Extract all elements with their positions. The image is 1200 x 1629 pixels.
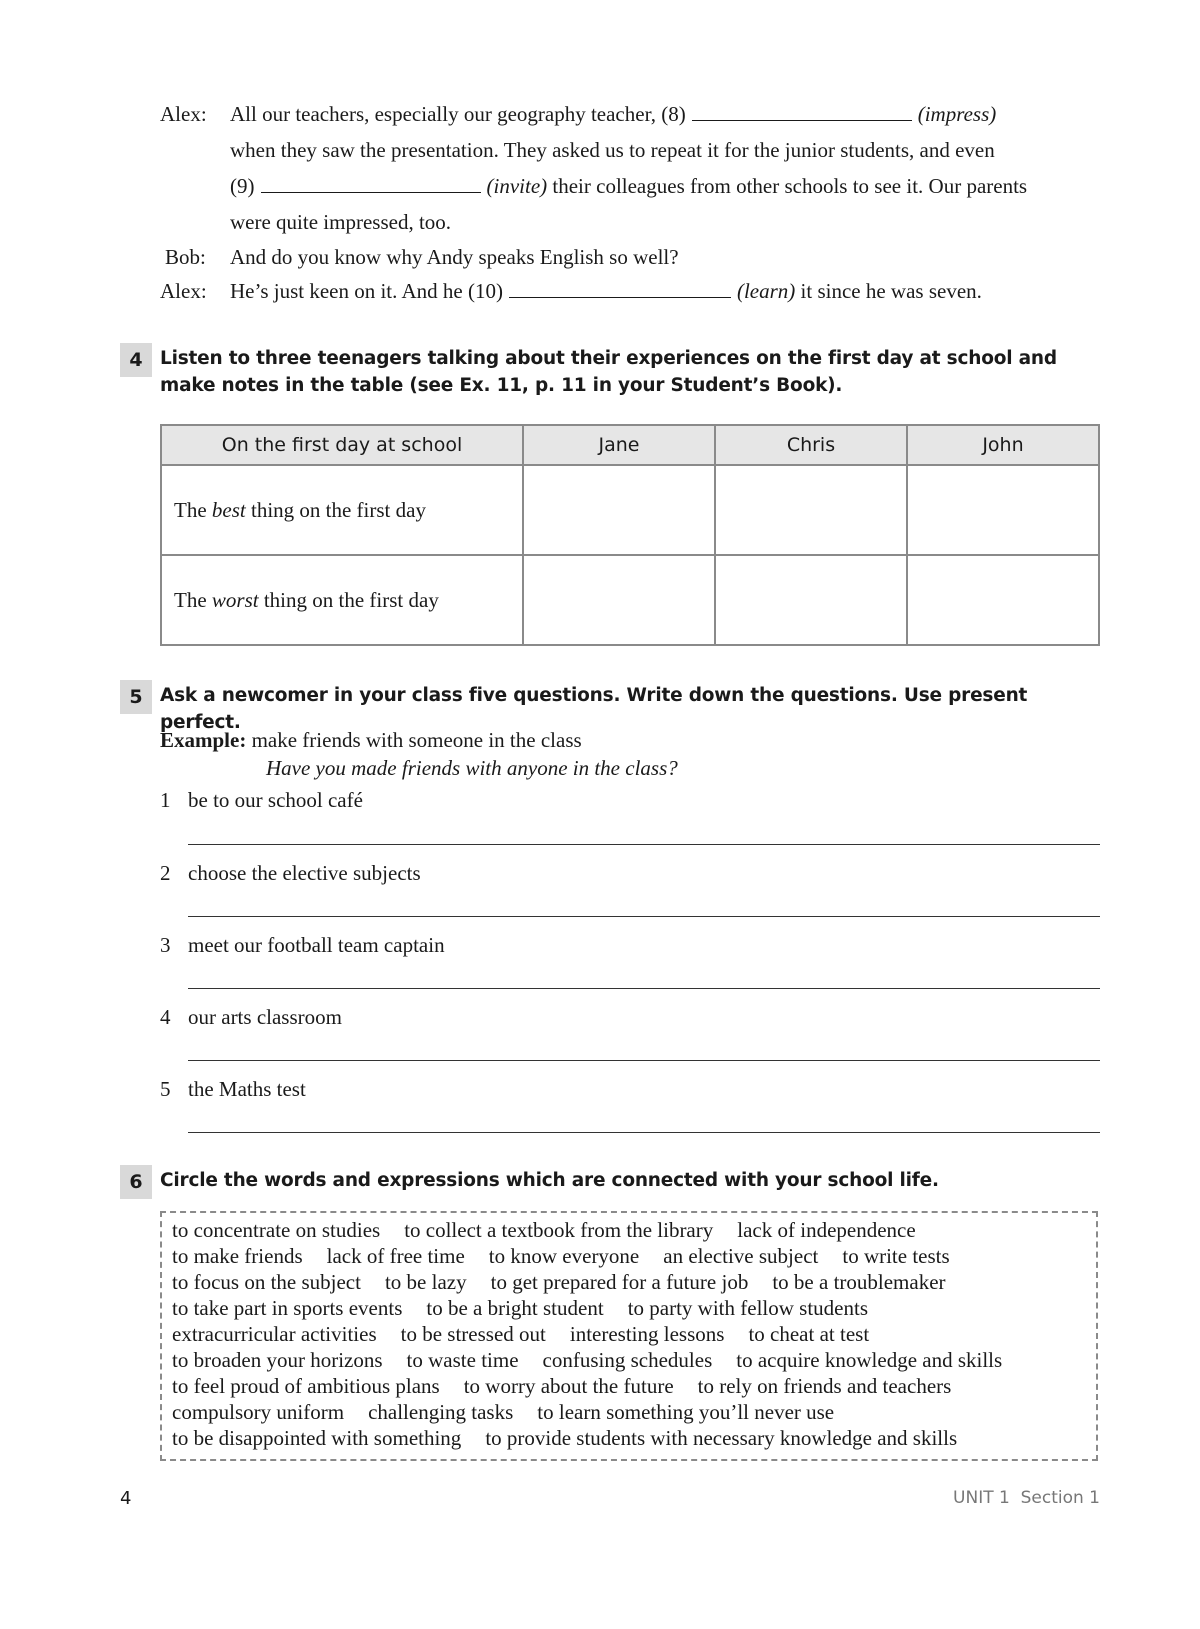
notes-cell-john[interactable] xyxy=(907,555,1099,645)
word-expression[interactable]: extracurricular activities xyxy=(172,1322,377,1346)
row-label: The worst thing on the first day xyxy=(161,555,523,645)
verb-hint: (learn) xyxy=(736,278,796,303)
word-row xyxy=(172,1347,1086,1373)
word-expression[interactable]: to write tests xyxy=(842,1244,950,1268)
dialogue-line xyxy=(160,168,1100,204)
answer-line-1[interactable] xyxy=(188,844,1100,845)
word-expression[interactable]: confusing schedules xyxy=(542,1348,713,1372)
line-text: And do you know why Andy speaks English so well? xyxy=(230,244,679,269)
word-expression[interactable]: lack of free time xyxy=(326,1244,465,1268)
word-expression[interactable]: to worry about the future xyxy=(463,1374,674,1398)
exercise-6-header xyxy=(120,1165,1100,1199)
word-expression[interactable]: to be a bright student xyxy=(426,1296,604,1320)
word-expression[interactable]: to be stressed out xyxy=(400,1322,546,1346)
answer-blank-9[interactable] xyxy=(261,174,481,193)
word-expression[interactable]: to waste time xyxy=(406,1348,519,1372)
notes-cell-chris[interactable] xyxy=(715,465,907,555)
notes-cell-jane[interactable] xyxy=(523,555,715,645)
answer-blank-8[interactable] xyxy=(692,102,912,121)
line-text: (9) xyxy=(230,173,255,198)
word-expression[interactable]: to get prepared for a future job xyxy=(490,1270,749,1294)
answer-line-3[interactable] xyxy=(188,988,1100,989)
exercise-4-header xyxy=(120,343,1100,399)
word-expression[interactable]: to make friends xyxy=(172,1244,303,1268)
line-text: All our teachers, especially our geography teacher, (8) xyxy=(230,101,686,126)
word-row xyxy=(172,1399,1086,1425)
exercise-number: 5 xyxy=(120,680,152,714)
dialogue-line xyxy=(160,96,1100,132)
word-row xyxy=(172,1243,1086,1269)
word-expression[interactable]: to concentrate on studies xyxy=(172,1218,381,1242)
dialogue-line xyxy=(160,274,1100,308)
word-row xyxy=(172,1295,1086,1321)
exercise-number: 4 xyxy=(120,343,152,377)
word-expression[interactable]: to know everyone xyxy=(488,1244,640,1268)
unit-label: UNIT 1 Section 1 xyxy=(953,1488,1100,1508)
exercise-number: 6 xyxy=(120,1165,152,1199)
word-expression[interactable]: to focus on the subject xyxy=(172,1270,361,1294)
example-prompt: make friends with someone in the class xyxy=(251,728,582,752)
notes-cell-jane[interactable] xyxy=(523,465,715,555)
word-expression[interactable]: interesting lessons xyxy=(569,1322,725,1346)
word-expression[interactable]: to acquire knowledge and skills xyxy=(736,1348,1003,1372)
word-expression[interactable]: an elective subject xyxy=(663,1244,819,1268)
table-row xyxy=(161,465,1099,555)
page-number: 4 xyxy=(120,1488,132,1509)
word-box xyxy=(160,1211,1098,1461)
word-expression[interactable]: to be disappointed with something xyxy=(172,1426,462,1450)
speaker: Alex: xyxy=(160,278,207,303)
verb-hint: (impress) xyxy=(917,101,997,126)
word-expression[interactable]: lack of independence xyxy=(737,1218,916,1242)
line-text: their colleagues from other schools to see it. Our parents xyxy=(547,173,1028,198)
line-text: were quite impressed, too. xyxy=(230,209,452,234)
word-expression[interactable]: to cheat at test xyxy=(748,1322,870,1346)
dialogue xyxy=(160,96,1100,308)
word-expression[interactable]: to take part in sports events xyxy=(172,1296,403,1320)
word-row xyxy=(172,1269,1086,1295)
line-text: He’s just keen on it. And he (10) xyxy=(230,278,503,303)
word-expression[interactable]: to party with fellow students xyxy=(627,1296,868,1320)
word-row xyxy=(172,1425,1086,1451)
answer-blank-10[interactable] xyxy=(509,279,731,298)
word-expression[interactable]: to be lazy xyxy=(384,1270,467,1294)
example xyxy=(160,728,678,780)
list-item: 5 the Maths test xyxy=(160,1077,306,1101)
list-item: 2 choose the elective subjects xyxy=(160,861,421,885)
exercise-instruction: Ask a newcomer in your class five questions. Write down the questions. Use present perfect. xyxy=(160,685,1028,733)
word-row xyxy=(172,1217,1086,1243)
notes-table xyxy=(160,424,1100,646)
answer-line-2[interactable] xyxy=(188,916,1100,917)
list-item: 1 be to our school café xyxy=(160,788,363,812)
list-item: 3 meet our football team captain xyxy=(160,933,445,957)
line-text: it since he was seven. xyxy=(795,278,982,303)
word-expression[interactable]: to be a troublemaker xyxy=(772,1270,946,1294)
speaker: Bob: xyxy=(165,244,206,269)
row-label: The best thing on the first day xyxy=(161,465,523,555)
word-expression[interactable]: to provide students with necessary knowledge and skills xyxy=(485,1426,958,1450)
word-expression[interactable]: to collect a textbook from the library xyxy=(404,1218,714,1242)
example-label: Example: xyxy=(160,728,247,752)
notes-cell-chris[interactable] xyxy=(715,555,907,645)
list-item: 4 our arts classroom xyxy=(160,1005,342,1029)
word-expression[interactable]: to feel proud of ambitious plans xyxy=(172,1374,440,1398)
word-row xyxy=(172,1373,1086,1399)
dialogue-line xyxy=(160,240,1100,274)
table-row xyxy=(161,555,1099,645)
answer-line-5[interactable] xyxy=(188,1132,1100,1133)
verb-hint: (invite) xyxy=(486,173,548,198)
column-header: On the first day at school xyxy=(161,425,523,465)
exercise-instruction: Listen to three teenagers talking about their experiences on the first day at school and make notes in the table (see Ex. 11, p. 11 in your Student’s Book). xyxy=(160,348,1057,396)
word-expression[interactable]: to rely on friends and teachers xyxy=(697,1374,952,1398)
answer-line-4[interactable] xyxy=(188,1060,1100,1061)
notes-cell-john[interactable] xyxy=(907,465,1099,555)
word-expression[interactable]: to broaden your horizons xyxy=(172,1348,383,1372)
example-answer: Have you made friends with anyone in the class? xyxy=(266,756,678,780)
dialogue-line xyxy=(160,132,1100,168)
speaker: Alex: xyxy=(160,101,207,126)
column-header: Chris xyxy=(715,425,907,465)
line-text: when they saw the presentation. They asked us to repeat it for the junior students, and even xyxy=(230,137,995,162)
dialogue-line xyxy=(160,204,1100,240)
word-row xyxy=(172,1321,1086,1347)
word-expression[interactable]: compulsory uniform xyxy=(172,1400,345,1424)
column-header: Jane xyxy=(523,425,715,465)
table-header-row xyxy=(161,425,1099,465)
exercise-instruction: Circle the words and expressions which are connected with your school life. xyxy=(160,1170,939,1191)
word-expression[interactable]: to learn something you’ll never use xyxy=(537,1400,835,1424)
word-expression[interactable]: challenging tasks xyxy=(368,1400,514,1424)
column-header: John xyxy=(907,425,1099,465)
